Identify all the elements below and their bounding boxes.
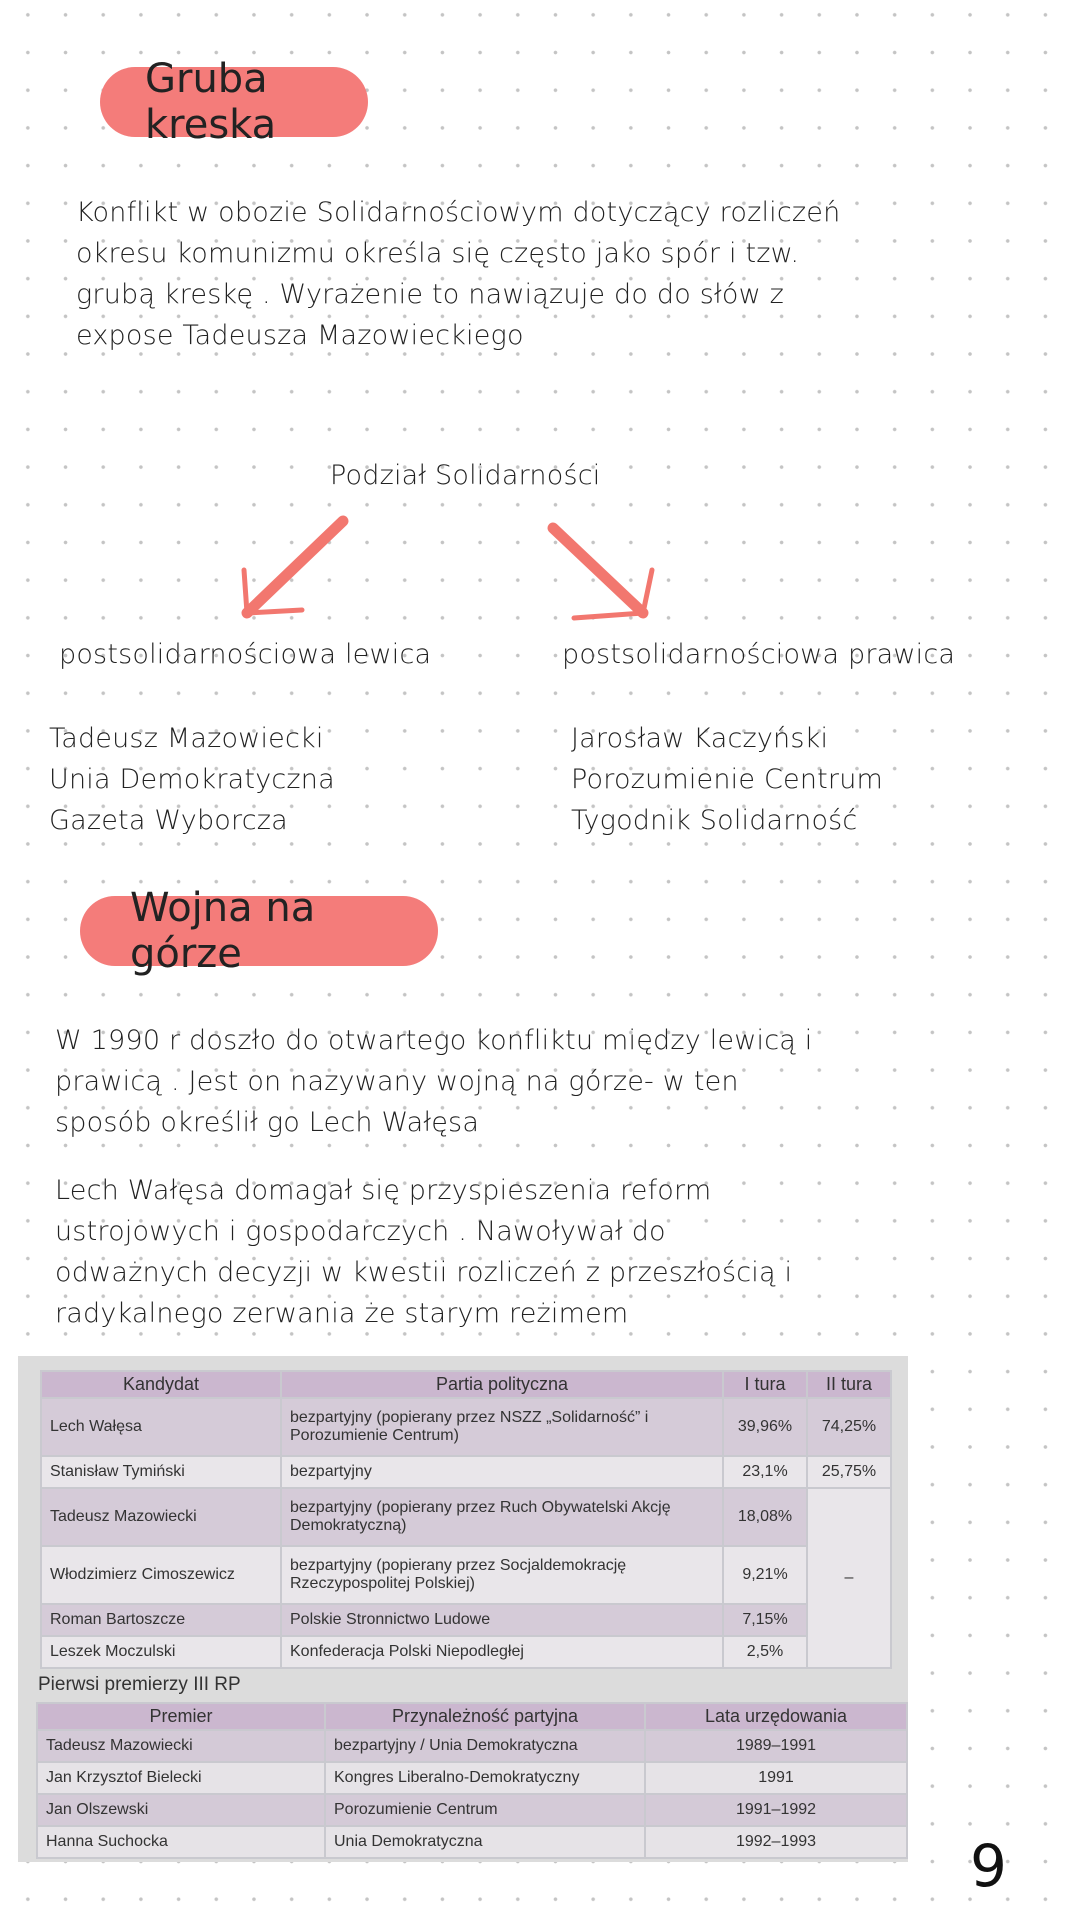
cell: 18,08% xyxy=(723,1488,807,1546)
cell: Jan Krzysztof Bielecki xyxy=(37,1762,325,1794)
cell: bezpartyjny (popierany przez NSZZ „Solidarność” i Porozumienie Centrum) xyxy=(281,1398,723,1456)
textbook-photo xyxy=(18,1356,908,1862)
table-row xyxy=(41,1398,891,1456)
cell: 7,15% xyxy=(723,1604,807,1636)
cell: 1991 xyxy=(645,1762,907,1794)
cell: 2,5% xyxy=(723,1636,807,1668)
column-header: Kandydat xyxy=(41,1371,281,1398)
text-line: okresu komunizmu określa się często jako spór i tzw. xyxy=(76,238,800,269)
table-row xyxy=(37,1730,907,1762)
text-line: ustrojowych i gospodarczych . Nawoływał do xyxy=(55,1216,666,1247)
paragraph-wojna-1 xyxy=(55,1020,813,1143)
text-line: prawicą . Jest on nazywany wojną na górze- w ten xyxy=(55,1066,739,1097)
table-header xyxy=(37,1703,907,1730)
cell: 74,25% xyxy=(807,1398,891,1456)
arrows xyxy=(0,0,1080,700)
list-item: Jarosław Kaczyński xyxy=(571,723,829,754)
table-row xyxy=(37,1762,907,1794)
list-item: Gazeta Wyborcza xyxy=(49,805,288,836)
cell: Konfederacja Polski Niepodległej xyxy=(281,1636,723,1668)
cell: Porozumienie Centrum xyxy=(325,1794,645,1826)
cell: 1992–1993 xyxy=(645,1826,907,1858)
table-row xyxy=(41,1456,891,1488)
cell: Roman Bartoszcze xyxy=(41,1604,281,1636)
column-header: Przynależność partyjna xyxy=(325,1703,645,1730)
text-line: Lech Wałęsa domagał się przyspieszenia reform xyxy=(55,1175,712,1206)
cell: Unia Demokratyczna xyxy=(325,1826,645,1858)
cell: 23,1% xyxy=(723,1456,807,1488)
arrow-right-icon xyxy=(553,528,652,618)
paragraph-wojna-2 xyxy=(55,1170,792,1334)
cell: 1989–1991 xyxy=(645,1730,907,1762)
list-item: Tygodnik Solidarność xyxy=(571,805,858,836)
column-header: Partia polityczna xyxy=(281,1371,723,1398)
cell: Polskie Stronnictwo Ludowe xyxy=(281,1604,723,1636)
cell: Tadeusz Mazowiecki xyxy=(37,1730,325,1762)
column-header: II tura xyxy=(807,1371,891,1398)
text-line: grubą kreskę . Wyrażenie to nawiązuje do do słów z xyxy=(76,279,785,310)
text-line: radykalnego zerwania że starym reżimem xyxy=(55,1298,629,1329)
left-list xyxy=(49,718,335,841)
table-row xyxy=(41,1488,891,1546)
table-row xyxy=(41,1604,891,1636)
page-number: 9 xyxy=(970,1832,1007,1900)
cell: Jan Olszewski xyxy=(37,1794,325,1826)
column-header: Lata urzędowania xyxy=(645,1703,907,1730)
list-item: Tadeusz Mazowiecki xyxy=(49,723,324,754)
right-list xyxy=(571,718,883,841)
section-title-wojna-na-gorze xyxy=(80,885,438,977)
table-header xyxy=(41,1371,891,1398)
cell: bezpartyjny (popierany przez Socjaldemokrację Rzeczypospolitej Polskiej) xyxy=(281,1546,723,1604)
cell: Lech Wałęsa xyxy=(41,1398,281,1456)
cell: 25,75% xyxy=(807,1456,891,1488)
text-line: Konflikt w obozie Solidarnościowym dotyczący rozliczeń xyxy=(76,197,841,228)
column-header: Premier xyxy=(37,1703,325,1730)
table-row xyxy=(37,1794,907,1826)
cell: bezpartyjny (popierany przez Ruch Obywatelski Akcję Demokratyczną) xyxy=(281,1488,723,1546)
cell: Hanna Suchocka xyxy=(37,1826,325,1858)
elections-table xyxy=(40,1370,892,1669)
cell: 9,21% xyxy=(723,1546,807,1604)
cell: Kongres Liberalno-Demokratyczny xyxy=(325,1762,645,1794)
premiers-table xyxy=(36,1702,908,1859)
table-row xyxy=(37,1826,907,1858)
cell: Włodzimierz Cimoszewicz xyxy=(41,1546,281,1604)
cell: 39,96% xyxy=(723,1398,807,1456)
list-item: Unia Demokratyczna xyxy=(49,764,335,795)
cell: – xyxy=(807,1488,891,1668)
cell: bezpartyjny xyxy=(281,1456,723,1488)
table-caption: Pierwsi premierzy III RP xyxy=(38,1674,241,1695)
cell: 1991–1992 xyxy=(645,1794,907,1826)
cell: Leszek Moczulski xyxy=(41,1636,281,1668)
title-text: Wojna na górze xyxy=(130,885,316,977)
text-line: odważnych decyzji w kwestii rozliczeń z przeszłością i xyxy=(55,1257,793,1288)
text-line: expose Tadeusza Mazowieckiego xyxy=(76,320,524,351)
left-heading: postsolidarnościowa lewica xyxy=(59,639,432,670)
text-line: sposób określił go Lech Wałęsa xyxy=(55,1107,480,1138)
cell: Stanisław Tymiński xyxy=(41,1456,281,1488)
title-text: Gruba kreska xyxy=(145,56,277,148)
list-item: Porozumienie Centrum xyxy=(571,764,884,795)
cell: bezpartyjny / Unia Demokratyczna xyxy=(325,1730,645,1762)
cell: Tadeusz Mazowiecki xyxy=(41,1488,281,1546)
table-row xyxy=(41,1546,891,1604)
diagram-title: Podział Solidarności xyxy=(330,460,601,491)
arrow-left-icon xyxy=(244,521,343,613)
right-heading: postsolidarnościowa prawica xyxy=(562,639,956,670)
table-row xyxy=(41,1636,891,1668)
column-header: I tura xyxy=(723,1371,807,1398)
text-line: W 1990 r doszło do otwartego konfliktu między lewicą i xyxy=(55,1025,813,1056)
